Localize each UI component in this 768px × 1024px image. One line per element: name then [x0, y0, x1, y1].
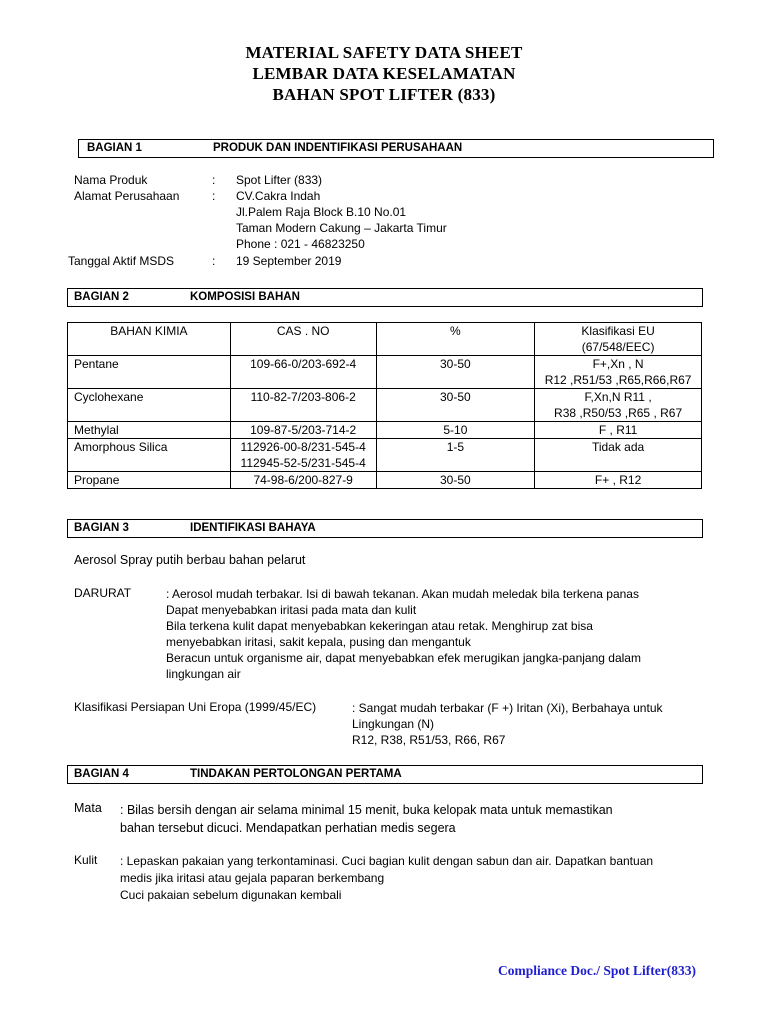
eu-classification: F , R11	[535, 422, 702, 439]
product-name-label: Nama Produk	[74, 173, 148, 187]
chemical-name: Pentane	[68, 356, 231, 389]
table-row	[68, 389, 702, 422]
hazard-intro: Aerosol Spray putih berbau bahan pelarut	[74, 553, 306, 567]
section-4-header	[67, 765, 703, 784]
msds-date-label: Tanggal Aktif MSDS	[68, 254, 175, 268]
cas-number: 109-66-0/203-692-4	[230, 356, 376, 389]
section-title: TINDAKAN PERTOLONGAN PERTAMA	[190, 768, 402, 780]
document-footer: Compliance Doc./ Spot Lifter(833)	[498, 963, 696, 978]
document-title: MATERIAL SAFETY DATA SHEET	[245, 43, 523, 62]
eu-classification: F,Xn,N R11 , R38 ,R50/53 ,R65 , R67	[535, 389, 702, 422]
product-name-value: Spot Lifter (833)	[236, 173, 323, 187]
section-number: BAGIAN 3	[74, 522, 129, 534]
address-line: CV.Cakra Indah	[236, 189, 321, 203]
header-cell: %	[376, 323, 535, 356]
section-2-header	[67, 288, 703, 307]
section-number: BAGIAN 2	[74, 291, 129, 303]
colon: :	[212, 173, 216, 187]
cas-number: 74-98-6/200-827-9	[230, 472, 376, 489]
section-number: BAGIAN 4	[74, 768, 129, 780]
section-number: BAGIAN 1	[87, 142, 142, 154]
composition-table	[67, 322, 702, 489]
table-row	[68, 356, 702, 389]
eu-classification-text: : Sangat mudah terbakar (F +) Iritan (Xi), Berbahaya untuk Lingkungan (N) R12, R38, R51/53, R66, R67	[352, 701, 663, 747]
table-header-row	[68, 323, 702, 356]
header-cell: CAS . NO	[230, 323, 376, 356]
table-row	[68, 472, 702, 489]
darurat-label: DARURAT	[74, 586, 132, 600]
percentage: 30-50	[376, 356, 535, 389]
eu-classification: F+,Xn , N R12 ,R51/53 ,R65,R66,R67	[535, 356, 702, 389]
chemical-name: Methylal	[68, 422, 231, 439]
kulit-text: : Lepaskan pakaian yang terkontaminasi. Cuci bagian kulit dengan sabun dan air. Dapatkan bantuan medis jika iritasi atau gejala paparan berkembang Cuci pakaian sebelum digunakan kembali	[120, 854, 654, 902]
eu-classification: Tidak ada	[535, 439, 702, 472]
table-row	[68, 439, 702, 472]
percentage: 1-5	[376, 439, 535, 472]
mata-text: : Bilas bersih dengan air selama minimal 15 menit, buka kelopak mata untuk memastikan bahan tersebut dicuci. Mendapatkan perhatian medis segera	[120, 803, 613, 835]
eu-classification-label: Klasifikasi Persiapan Uni Eropa (1999/45/EC)	[74, 700, 317, 714]
section-title: KOMPOSISI BAHAN	[190, 291, 300, 303]
mata-label: Mata	[74, 801, 102, 815]
percentage: 30-50	[376, 389, 535, 422]
address-line: Jl.Palem Raja Block B.10 No.01	[236, 205, 407, 219]
section-1-header	[78, 139, 714, 158]
chemical-name: Cyclohexane	[68, 389, 231, 422]
product-title: BAHAN SPOT LIFTER (833)	[272, 85, 496, 104]
cas-number: 109-87-5/203-714-2	[230, 422, 376, 439]
table-row	[68, 422, 702, 439]
address-label: Alamat Perusahaan	[74, 189, 180, 203]
kulit-label: Kulit	[74, 853, 98, 867]
document-subtitle: LEMBAR DATA KESELAMATAN	[252, 64, 516, 83]
colon: :	[212, 189, 216, 203]
section-3-header	[67, 519, 703, 538]
header-cell: Klasifikasi EU (67/548/EEC)	[535, 323, 702, 356]
percentage: 5-10	[376, 422, 535, 439]
eu-classification: F+ , R12	[535, 472, 702, 489]
section-title: PRODUK DAN INDENTIFIKASI PERUSAHAAN	[213, 142, 463, 154]
address-line: Phone : 021 - 46823250	[236, 237, 365, 251]
chemical-name: Amorphous Silica	[68, 439, 231, 472]
cas-number: 112926-00-8/231-545-4 112945-52-5/231-545-4	[230, 439, 376, 472]
address-line: Taman Modern Cakung – Jakarta Timur	[236, 221, 447, 235]
section-title: IDENTIFIKASI BAHAYA	[190, 522, 316, 534]
darurat-text: : Aerosol mudah terbakar. Isi di bawah tekanan. Akan mudah meledak bila terkena panas Dapat menyebabkan iritasi pada mata dan kulit Bila terkena kulit dapat menyebabkan kekeringan atau retak. Menghirup zat bisa menyebabkan iritasi, sakit kepala, pusing dan mengantuk Beracun untuk organisme air, dapat menyebabkan efek merugikan jangka-panjang dalam lingkungan air	[166, 587, 641, 681]
cas-number: 110-82-7/203-806-2	[230, 389, 376, 422]
chemical-name: Propane	[68, 472, 231, 489]
header-cell: BAHAN KIMIA	[68, 323, 231, 356]
msds-date-value: 19 September 2019	[236, 254, 342, 268]
percentage: 30-50	[376, 472, 535, 489]
colon: :	[212, 254, 216, 268]
